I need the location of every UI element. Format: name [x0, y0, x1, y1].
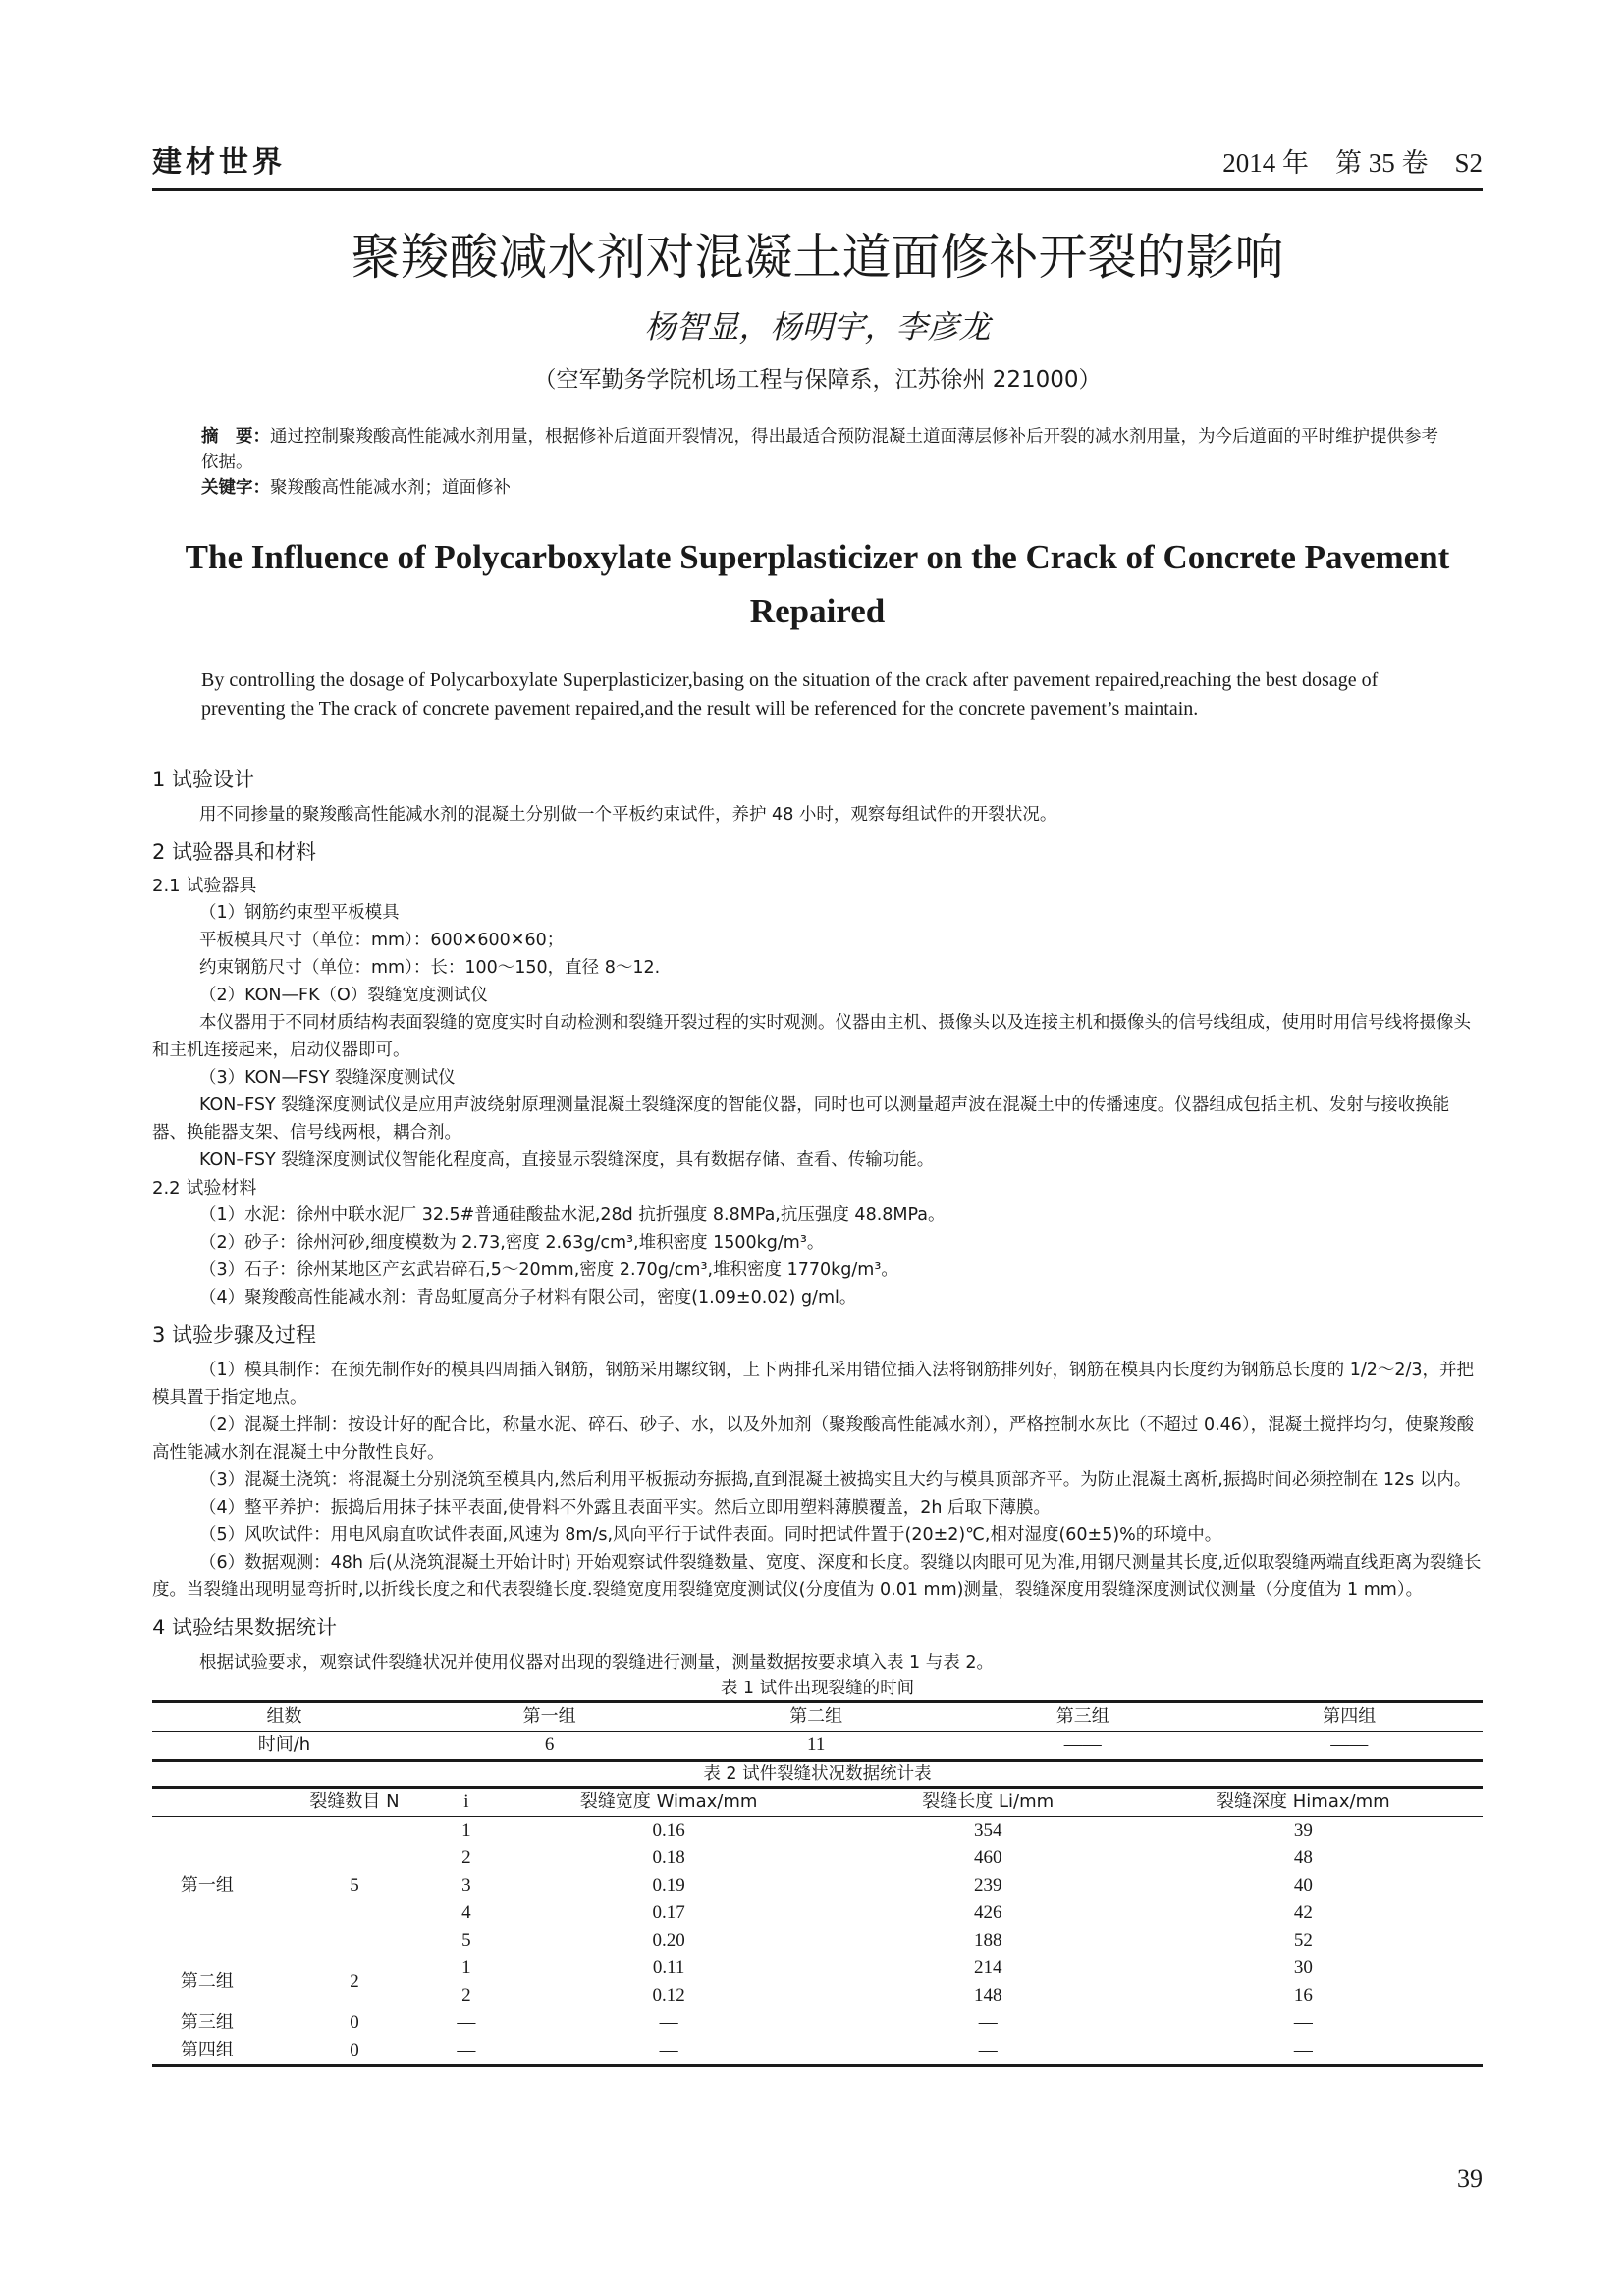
table-row — [152, 2037, 1483, 2066]
group-name-cell: 第一组 — [180, 1875, 234, 1896]
table-cell: 42 — [1293, 1902, 1313, 1923]
table-cell: —— — [1330, 1735, 1369, 1755]
abstract-text: 通过控制聚羧酸高性能减水剂用量，根据修补后道面开裂情况，得出最适合预防混凝土道面薄层修补后开裂的减水剂用量，为今后道面的平时维护提供参考依据。 — [201, 427, 1438, 472]
crack-count-cell: 0 — [350, 2012, 359, 2033]
table-cell: 4 — [461, 1902, 471, 1923]
english-abstract: By controlling the dosage of Polycarboxylate Superplasticizer,basing on the situation of the crack after pavement repaired,reaching the best dosage of preventing the The crack of concrete pavement repaired,and the result will be referenced for the concrete pavement’s maintain. — [201, 669, 1379, 720]
mold-size: 平板模具尺寸（单位：mm）：600✕600✕60； — [199, 931, 565, 950]
equipment-1: （1）钢筋约束型平板模具 — [199, 903, 400, 923]
table-header-cell: 第一组 — [416, 1702, 683, 1732]
table-cell: —— — [1063, 1735, 1102, 1755]
table-cell: 3 — [461, 1875, 471, 1896]
table-header-cell: 裂缝长度 Li/mm — [852, 1788, 1124, 1817]
table-cell: — — [1293, 2012, 1313, 2033]
section-2-2-heading: 2.2 试验材料 — [152, 1178, 257, 1199]
table-header-cell: 组数 — [152, 1702, 416, 1732]
table-cell: 239 — [974, 1875, 1002, 1896]
table-row — [152, 1817, 1483, 1845]
table-header-cell: 第二组 — [682, 1702, 949, 1732]
table-header-cell: 裂缝深度 Himax/mm — [1124, 1788, 1483, 1817]
rebar-size: 约束钢筋尺寸（单位：mm）：长：100～150，直径 8～12. — [199, 958, 661, 978]
section-1-paragraph: 用不同掺量的聚羧酸高性能减水剂的混凝土分别做一个平板约束试件，养护 48 小时，观察每组试件的开裂状况。 — [199, 805, 1057, 825]
table-cell: 354 — [974, 1820, 1002, 1841]
table-cell: — — [457, 2040, 476, 2060]
affiliation: （空军勤务学院机场工程与保障系，江苏徐州 221000） — [533, 367, 1102, 393]
equipment-2-desc: 本仪器用于不同材质结构表面裂缝的宽度实时自动检测和裂缝开裂过程的实时观测。仪器由主机、摄像头以及连接主机和摄像头的信号线组成，使用时用信号线将摄像头和主机连接起来，启动仪器即可。 — [152, 1013, 1471, 1060]
table-1 — [152, 1700, 1483, 1762]
table-cell: 39 — [1293, 1820, 1313, 1841]
table-header-cell: 第四组 — [1216, 1702, 1483, 1732]
step-1: （1）模具制作：在预先制作好的模具四周插入钢筋，钢筋采用螺纹钢，上下两排孔采用错位插入法将钢筋排列好，钢筋在模具内长度约为钢筋总长度的 1/2～2/3，并把模具置于指定地点。 — [152, 1361, 1475, 1408]
table-cell: 1 — [461, 1820, 471, 1841]
table-cell: — — [659, 2012, 678, 2033]
step-5: （5）风吹试件：用电风扇直吹试件表面,风速为 8m/s,风向平行于试件表面。同时把试件置于(20±2)℃,相对湿度(60±5)%的环境中。 — [199, 1525, 1222, 1545]
keywords — [201, 475, 1438, 501]
table-cell: 188 — [974, 1930, 1002, 1950]
equipment-3: （3）KON—FSY 裂缝深度测试仪 — [199, 1068, 456, 1088]
table-cell: 0.18 — [652, 1847, 685, 1868]
table-cell: 148 — [974, 1985, 1002, 2005]
issue-info: 2014 年 第 35 卷 S2 — [1222, 148, 1483, 178]
paper-body — [152, 756, 1483, 2067]
step-4: （4）整平养护：振捣后用抹子抹平表面,使骨料不外露且表面平实。然后立即用塑料薄膜覆盖，2h 后取下薄膜。 — [199, 1498, 1051, 1518]
table-cell: 426 — [974, 1902, 1002, 1923]
table-header-cell: 第三组 — [949, 1702, 1217, 1732]
table-cell: — — [1293, 2040, 1313, 2060]
table-2 — [152, 1786, 1483, 2067]
group-name-cell: 第三组 — [180, 2012, 234, 2033]
keywords-text: 聚羧酸高性能减水剂；道面修补 — [270, 478, 511, 498]
table-cell: — — [457, 2012, 476, 2033]
table-cell: 0.19 — [652, 1875, 685, 1896]
table-cell: 214 — [974, 1957, 1002, 1978]
table-header-cell: 裂缝宽度 Wimax/mm — [486, 1788, 852, 1817]
section-2-heading: 2 试验器具和材料 — [152, 840, 317, 864]
paper-title: 聚羧酸减水剂对混凝土道面修补开裂的影响 — [351, 229, 1284, 286]
table-cell: 40 — [1293, 1875, 1313, 1896]
equipment-3-desc: KON–FSY 裂缝深度测试仪是应用声波绕射原理测量混凝土裂缝深度的智能仪器，同时也可以测量超声波在混凝土中的传播速度。仪器组成包括主机、发射与接收换能器、换能器支架、信号线两根，耦合剂。 — [152, 1095, 1450, 1143]
table-row — [152, 1788, 1483, 1817]
group-name-cell: 第二组 — [180, 1971, 234, 1992]
running-header — [152, 137, 1483, 187]
table-row — [152, 2009, 1483, 2037]
table-row — [152, 1702, 1483, 1732]
table-cell: 2 — [461, 1847, 471, 1868]
header-rule — [152, 188, 1483, 191]
step-2: （2）混凝土拌制：按设计好的配合比，称量水泥、碎石、砂子、水，以及外加剂（聚羧酸高性能减水剂），严格控制水灰比（不超过 0.46），混凝土搅拌均匀，使聚羧酸高性能减水剂在混凝土中分散性良好。 — [152, 1415, 1475, 1463]
table-cell: 52 — [1293, 1930, 1313, 1950]
table-cell: — — [659, 2040, 678, 2060]
material-sand: （2）砂子：徐州河砂,细度模数为 2.73,密度 2.63g/cm³,堆积密度 1500kg/m³。 — [199, 1233, 825, 1253]
table-cell: 0.16 — [652, 1820, 685, 1841]
table-cell: 1 — [461, 1957, 471, 1978]
crack-count-cell: 0 — [350, 2040, 359, 2060]
abstract-block — [201, 424, 1438, 501]
table-cell: 11 — [807, 1735, 826, 1755]
table-cell: 0.11 — [652, 1957, 685, 1978]
crack-count-cell: 2 — [350, 1971, 359, 1992]
section-4-paragraph: 根据试验要求，观察试件裂缝状况并使用仪器对出现的裂缝进行测量，测量数据按要求填入表 1 与表 2。 — [199, 1653, 994, 1673]
crack-count-cell: 5 — [350, 1875, 359, 1896]
table-cell: 0.20 — [652, 1930, 685, 1950]
table-header-cell — [152, 1788, 262, 1817]
journal-name: 建材世界 — [152, 145, 286, 180]
section-3-heading: 3 试验步骤及过程 — [152, 1323, 317, 1347]
page-number: 39 — [1457, 2164, 1483, 2193]
table-cell: 460 — [974, 1847, 1002, 1868]
equipment-2: （2）KON—FK（O）裂缝宽度测试仪 — [199, 986, 488, 1005]
table-cell: 16 — [1293, 1985, 1313, 2005]
table-cell: 时间/h — [257, 1735, 311, 1755]
table-2-caption: 表 2 试件裂缝状况数据统计表 — [703, 1764, 932, 1784]
table-1-caption: 表 1 试件出现裂缝的时间 — [720, 1679, 915, 1698]
equipment-3-desc-2: KON–FSY 裂缝深度测试仪智能化程度高，直接显示裂缝深度，具有数据存储、查看、传输功能。 — [199, 1150, 935, 1170]
table-cell: 0.17 — [652, 1902, 685, 1923]
authors: 杨智显，杨明宇，李彦龙 — [644, 308, 991, 346]
section-4-heading: 4 试验结果数据统计 — [152, 1616, 338, 1639]
table-row — [152, 1732, 1483, 1761]
abstract-label: 摘 要： — [201, 427, 270, 447]
english-title: The Influence of Polycarboxylate Superplasticizer on the Crack of Concrete Pavement Repaired — [185, 538, 1450, 630]
table-cell: — — [978, 2012, 998, 2033]
step-6: （6）数据观测：48h 后(从浇筑混凝土开始计时) 开始观察试件裂缝数量、宽度、深度和长度。裂缝以肉眼可见为准,用钢尺测量其长度,近似取裂缝两端直线距离为裂缝长度。当裂缝出现明显弯折时,以折线长度之和代表裂缝长度.裂缝宽度用裂缝宽度测试仪(分度值为 0.01 mm)测量，裂缝深度用裂缝深度测试仪测量（分度值为 1 mm）。 — [152, 1553, 1482, 1600]
table-cell: 5 — [461, 1930, 471, 1950]
table-header-cell: i — [447, 1788, 485, 1817]
material-admixture: （4）聚羧酸高性能减水剂：青岛虹厦高分子材料有限公司，密度(1.09±0.02) g/ml。 — [199, 1288, 857, 1308]
table-cell: 6 — [544, 1735, 555, 1755]
table-cell: 48 — [1293, 1847, 1313, 1868]
table-cell: 2 — [461, 1985, 471, 2005]
table-cell: 0.12 — [652, 1985, 685, 2005]
table-cell: 30 — [1293, 1957, 1313, 1978]
section-1-heading: 1 试验设计 — [152, 768, 255, 791]
step-3: （3）混凝土浇筑：将混凝土分别浇筑至模具内,然后利用平板振动夯振捣,直到混凝土被捣实且大约与模具顶部齐平。为防止混凝土离析,振捣时间必须控制在 12s 以内。 — [199, 1470, 1472, 1490]
table-cell: — — [978, 2040, 998, 2060]
section-2-1-heading: 2.1 试验器具 — [152, 876, 257, 896]
table-header-cell: 裂缝数目 N — [262, 1788, 448, 1817]
keywords-label: 关键字： — [201, 478, 270, 498]
material-cement: （1）水泥：徐州中联水泥厂 32.5#普通硅酸盐水泥,28d 抗折强度 8.8MPa,抗压强度 48.8MPa。 — [199, 1205, 946, 1225]
material-stone: （3）石子：徐州某地区产玄武岩碎石,5～20mm,密度 2.70g/cm³,堆积密度 1770kg/m³。 — [199, 1260, 898, 1280]
table-row — [152, 1954, 1483, 1982]
abstract — [201, 424, 1438, 475]
group-name-cell: 第四组 — [180, 2040, 234, 2060]
